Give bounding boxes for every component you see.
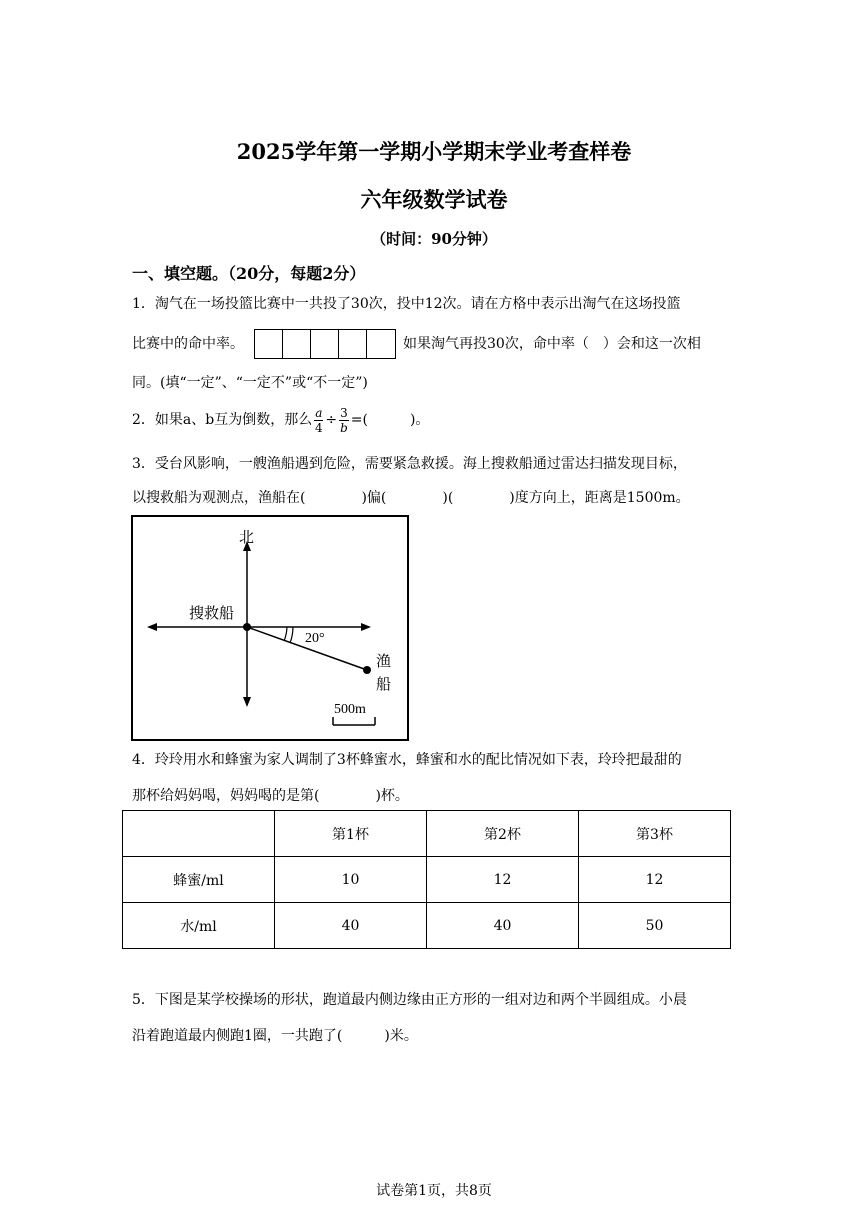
- table-header-row: [123, 811, 731, 857]
- answer-box[interactable]: [339, 330, 367, 358]
- north-label: 北: [239, 530, 255, 546]
- q3-line1: 3．受台风影响，一艘渔船遇到危险，需要紧急救援。海上搜救船通过雷达扫描发现目标，: [132, 456, 687, 472]
- table-cell: 10: [275, 857, 427, 903]
- table-header-cell: 第2杯: [427, 811, 579, 857]
- table-header-cell: 第3杯: [579, 811, 731, 857]
- exam-title: 2025学年第一学期小学期末学业考查样卷: [236, 139, 632, 164]
- table-cell: 12: [579, 857, 731, 903]
- q2-suffix: =( )。: [350, 412, 430, 428]
- exam-subtitle: 六年级数学试卷: [360, 187, 508, 212]
- q3-line2: 以搜救船为观测点，渔船在( )偏( )( )度方向上，距离是1500m。: [132, 490, 690, 506]
- answer-box[interactable]: [255, 330, 283, 358]
- angle-label: 20°: [305, 631, 325, 646]
- q1-line1: 1．淘气在一场投篮比赛中一共投了30次，投中12次。请在方格中表示出淘气在这场投篮: [132, 296, 681, 312]
- table-cell: 蜂蜜/ml: [123, 857, 275, 903]
- table-header-cell: 第1杯: [275, 811, 427, 857]
- compass-diagram: [131, 515, 410, 742]
- fishing-boat-point: [363, 666, 371, 674]
- fraction-3-over-b: $\frac{3}{b}$: [340, 405, 348, 435]
- q5-line2: 沿着跑道最内侧跑1圈，一共跑了( )米。: [132, 1028, 418, 1044]
- q4-line2: 那杯给妈妈喝，妈妈喝的是第( )杯。: [132, 788, 409, 804]
- table-cell: 40: [275, 903, 427, 949]
- south-arrowhead: [243, 697, 251, 707]
- answer-box[interactable]: [311, 330, 339, 358]
- table-cell: 水/ml: [123, 903, 275, 949]
- table-cell: 50: [579, 903, 731, 949]
- q4-line1: 4．玲玲用水和蜂蜜为家人调制了3杯蜂蜜水，蜂蜜和水的配比情况如下表，玲玲把最甜的: [132, 752, 682, 768]
- section-heading: 一、填空题。（20分，每题2分）: [132, 264, 366, 283]
- fishing-boat-label-1: 渔: [376, 654, 392, 670]
- west-arrowhead: [147, 623, 157, 631]
- division-sign: ÷: [325, 412, 338, 428]
- table-header-cell: [123, 811, 275, 857]
- angle-arc: [284, 627, 287, 641]
- fishing-boat-label-2: 船: [376, 677, 392, 693]
- rescue-ship-label: 搜救船: [189, 606, 235, 622]
- table-row: [123, 903, 731, 949]
- q2-prefix: 2．如果a、b互为倒数，那么: [132, 412, 313, 428]
- q5-line1: 5．下图是某学校操场的形状，跑道最内侧边缘由正方形的一组对边和两个半圆组成。小晨: [132, 992, 687, 1008]
- rescue-ship-point: [243, 623, 251, 631]
- answer-grid[interactable]: [254, 329, 396, 359]
- q1-line2a: 比赛中的命中率。: [132, 336, 244, 352]
- q2-line: [132, 404, 429, 436]
- answer-box[interactable]: [367, 330, 395, 358]
- q1-line2b: 如果淘气再投30次，命中率（ ）会和这一次相: [403, 336, 701, 352]
- answer-box[interactable]: [283, 330, 311, 358]
- page-footer: 试卷第1页，共8页: [376, 1183, 492, 1199]
- exam-time: （时间：90分钟）: [371, 230, 497, 248]
- table-cell: 40: [427, 903, 579, 949]
- fraction-a-over-4: $\frac{a}{4}$: [314, 405, 323, 435]
- q1-line3: 同。(填“一定”、“一定不”或“不一定”): [132, 375, 368, 391]
- scale-label: 500m: [334, 702, 366, 717]
- angle-arc-outer: [290, 627, 293, 643]
- table-row: [123, 857, 731, 903]
- east-arrowhead: [361, 623, 371, 631]
- honey-water-table: [122, 810, 731, 949]
- table-cell: 12: [427, 857, 579, 903]
